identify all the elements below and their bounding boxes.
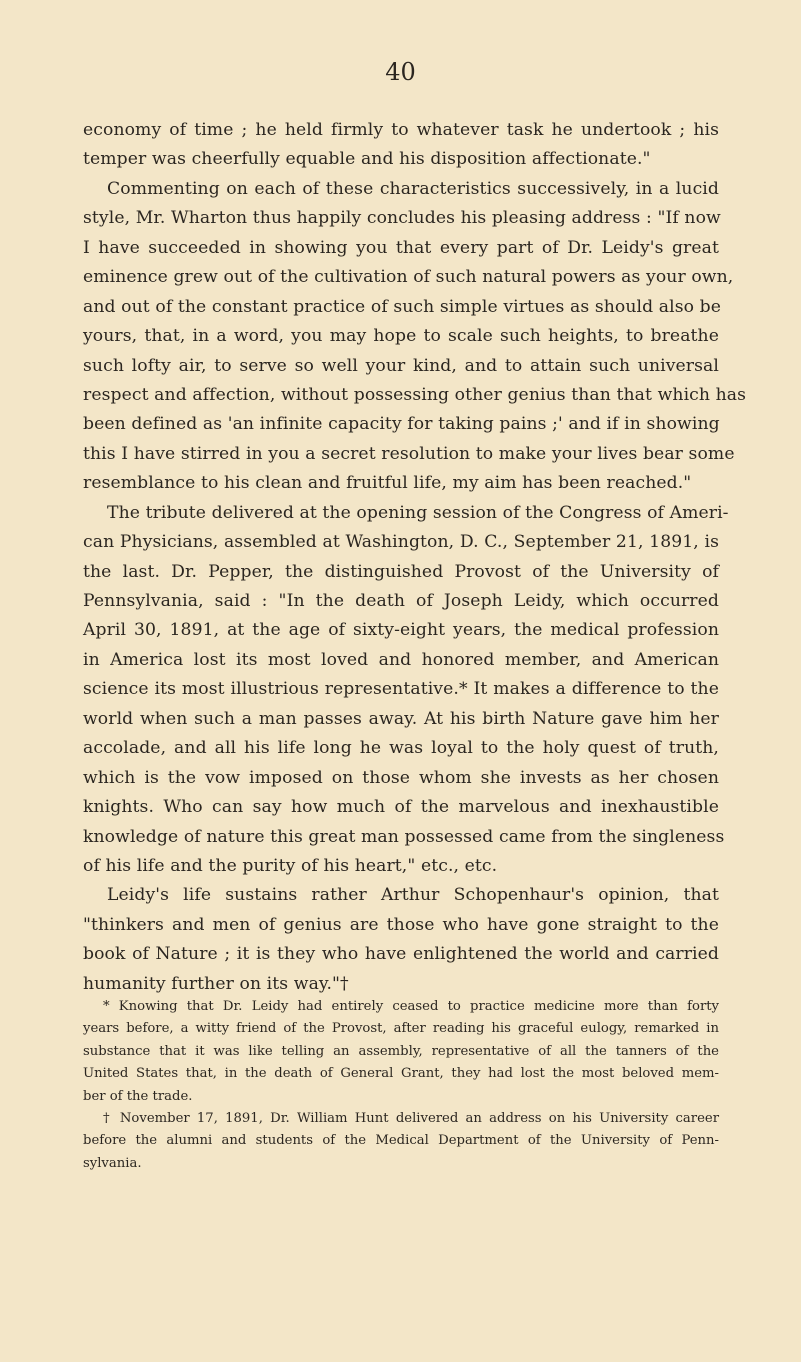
text-line: knights. Who can say how much of the marvelous and inexhaustible (83, 797, 719, 818)
footnote-line: years before, a witty friend of the Provost, after reading his graceful eulogy, remarked in (83, 1021, 719, 1037)
body-text (83, 116, 747, 999)
footnotes (83, 996, 719, 1175)
text-line: book of Nature ; it is they who have enlightened the world and carried (83, 944, 719, 965)
text-line: economy of time ; he held firmly to whatever task he undertook ; his (83, 120, 719, 140)
footnote-line: substance that it was like telling an assembly, representative of all the tanners of the (83, 1043, 719, 1059)
text-line: "thinkers and men of genius are those who have gone straight to the (83, 914, 719, 935)
page-number: 40 (385, 58, 416, 86)
text-line: resemblance to his clean and fruitful life, my aim has been reached." (83, 473, 692, 494)
text-line: eminence grew out of the cultivation of such natural powers as your own, (83, 267, 734, 288)
footnote-line: United States that, in the death of General Grant, they had lost the most beloved mem- (83, 1066, 719, 1082)
footnote-line: * Knowing that Dr. Leidy had entirely ceased to practice medicine more than forty (103, 999, 719, 1014)
text-line: humanity further on its way."† (83, 973, 349, 994)
footnote-line: before the alumni and students of the Medical Department of the University of Penn- (83, 1133, 719, 1149)
text-line: can Physicians, assembled at Washington, D. C., September 21, 1891, is (83, 532, 719, 553)
text-line: this I have stirred in you a secret resolution to make your lives bear some (83, 443, 735, 464)
text-line: such lofty air, to serve so well your kind, and to attain such universal (83, 355, 719, 376)
text-line: and out of the constant practice of such simple virtues as should also be (83, 296, 722, 317)
text-line: Commenting on each of these characteristics successively, in a lucid (107, 178, 719, 199)
text-line: Leidy's life sustains rather Arthur Schopenhaur's opinion, that (107, 885, 719, 906)
text-line: accolade, and all his life long he was loyal to the holy quest of truth, (83, 738, 719, 759)
footnote-line: ber of the trade. (83, 1088, 193, 1104)
text-line: world when such a man passes away. At his birth Nature gave him her (83, 708, 719, 729)
text-line: yours, that, in a word, you may hope to scale such heights, to breathe (83, 326, 719, 347)
text-line: The tribute delivered at the opening session of the Congress of Ameri- (107, 502, 729, 523)
text-line: of his life and the purity of his heart," etc., etc. (83, 855, 498, 876)
text-line: the last. Dr. Pepper, the distinguished Provost of the University of (83, 561, 719, 582)
text-line: knowledge of nature this great man possessed came from the singleness (83, 826, 725, 847)
text-line: respect and affection, without possessing other genius than that which has (83, 384, 747, 405)
text-line: science its most illustrious representative.* It makes a difference to the (83, 679, 719, 700)
text-line: in America lost its most loved and honored member, and American (83, 649, 719, 670)
text-line: April 30, 1891, at the age of sixty-eight years, the medical profession (83, 620, 719, 641)
text-line: temper was cheerfully equable and his disposition affectionate." (83, 149, 651, 170)
text-line: I have succeeded in showing you that every part of Dr. Leidy's great (83, 237, 719, 258)
footnote-line: sylvania. (83, 1155, 142, 1171)
text-line: been defined as 'an infinite capacity for taking pains ;' and if in showing (83, 414, 720, 435)
footnote-line: † November 17, 1891, Dr. William Hunt delivered an address on his University career (103, 1110, 719, 1126)
text-line: which is the vow imposed on those whom she invests as her chosen (83, 767, 719, 788)
text-line: style, Mr. Wharton thus happily concludes his pleasing address : "If now (83, 208, 721, 229)
text-line: Pennsylvania, said : "In the death of Joseph Leidy, which occurred (83, 591, 719, 611)
